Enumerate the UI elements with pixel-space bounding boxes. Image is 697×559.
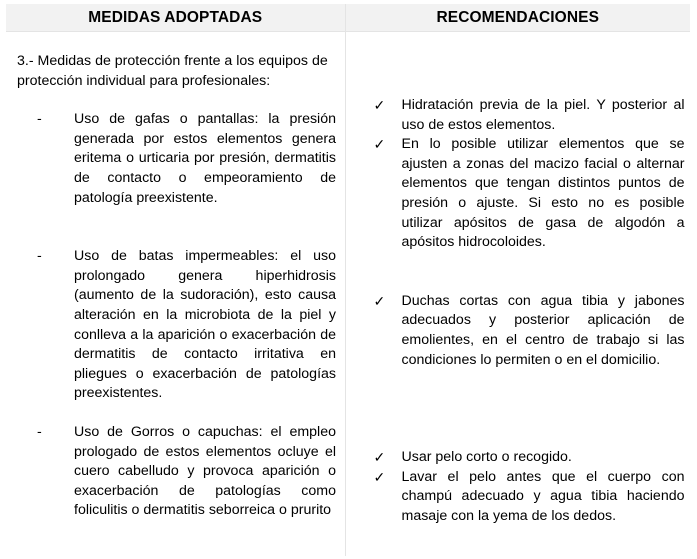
checkmark-icon: ✓ (373, 97, 386, 113)
checkmark-icon: ✓ (373, 468, 386, 485)
recommendation-text: Duchas cortas con agua tibia y jabones adecuados y posterior aplicación de emolientes, en el centro de trabajo si las condiciones lo permiten o en el domicilio. (401, 292, 685, 368)
recommendation-item (374, 448, 691, 468)
checkmark-icon: ✓ (373, 292, 386, 309)
recommendation-item (374, 135, 691, 253)
header-measures: MEDIDAS ADOPTADAS (6, 4, 345, 32)
recommendation-text: Lavar el pelo antes que el cuerpo con champú adecuado y agua tibia haciendo masaje con la yema de los dedos. (401, 468, 685, 524)
checkmark-icon: ✓ (373, 449, 386, 466)
bullet-dash: - (37, 111, 42, 128)
checkmark-icon: ✓ (373, 136, 386, 153)
recommendations-group-goggles (374, 96, 691, 253)
table-header-row (6, 4, 690, 32)
recommendations-group-gowns (374, 292, 691, 370)
recommendation-text: Usar pelo corto o recogido. (401, 449, 572, 466)
section-intro: 3.- Medidas de protección frente a los equipos de protección individual para profesionales: (17, 53, 328, 89)
measure-text: Uso de Gorros o capuchas: el empleo prologado de estos elementos ocluye el cuero cabelludo y provoca aparición o exacerbación de patologías como foliculitis o dermatitis seborreica o prurito (74, 423, 336, 519)
measure-item-gowns (37, 247, 345, 404)
recommendation-text: En lo posible utilizar elementos que se ajusten a zonas del macizo facial o alternar elementos que tengan distintos puntos de presión o ajuste. Si esto no es posible utilizar apósitos de gasa de algodón a apósitos hidrocoloides. (401, 136, 685, 251)
header-recommendations: RECOMENDACIONES (345, 4, 690, 32)
table-row (6, 32, 690, 557)
bullet-dash: - (37, 423, 42, 440)
recommendation-text: Hidratación previa de la piel. Y posterior al uso de estos elementos. (401, 97, 685, 133)
measure-item-caps (37, 423, 345, 521)
measure-item-goggles (37, 110, 345, 208)
recommendation-item (374, 96, 691, 135)
measure-text: Uso de batas impermeables: el uso prolongado genera hiperhidrosis (aumento de la sudoración), esto causa alteración en la microbiota de la piel y conlleva a la aparición o exacerbación de dermatitis de contacto irritativa en pliegues o exacerbación de patologías preexistentes. (74, 248, 336, 402)
recommendation-item (374, 292, 691, 370)
measures-table (6, 4, 690, 556)
bullet-dash: - (37, 248, 42, 265)
recommendations-cell (345, 32, 690, 557)
measure-text: Uso de gafas o pantallas: la presión generada por estos elementos genera eritema o urticaria por presión, dermatitis de contacto o empeoramiento de patología preexistente. (74, 111, 336, 206)
measures-cell (6, 32, 345, 557)
recommendation-item (374, 468, 691, 527)
recommendations-group-caps (374, 448, 691, 526)
